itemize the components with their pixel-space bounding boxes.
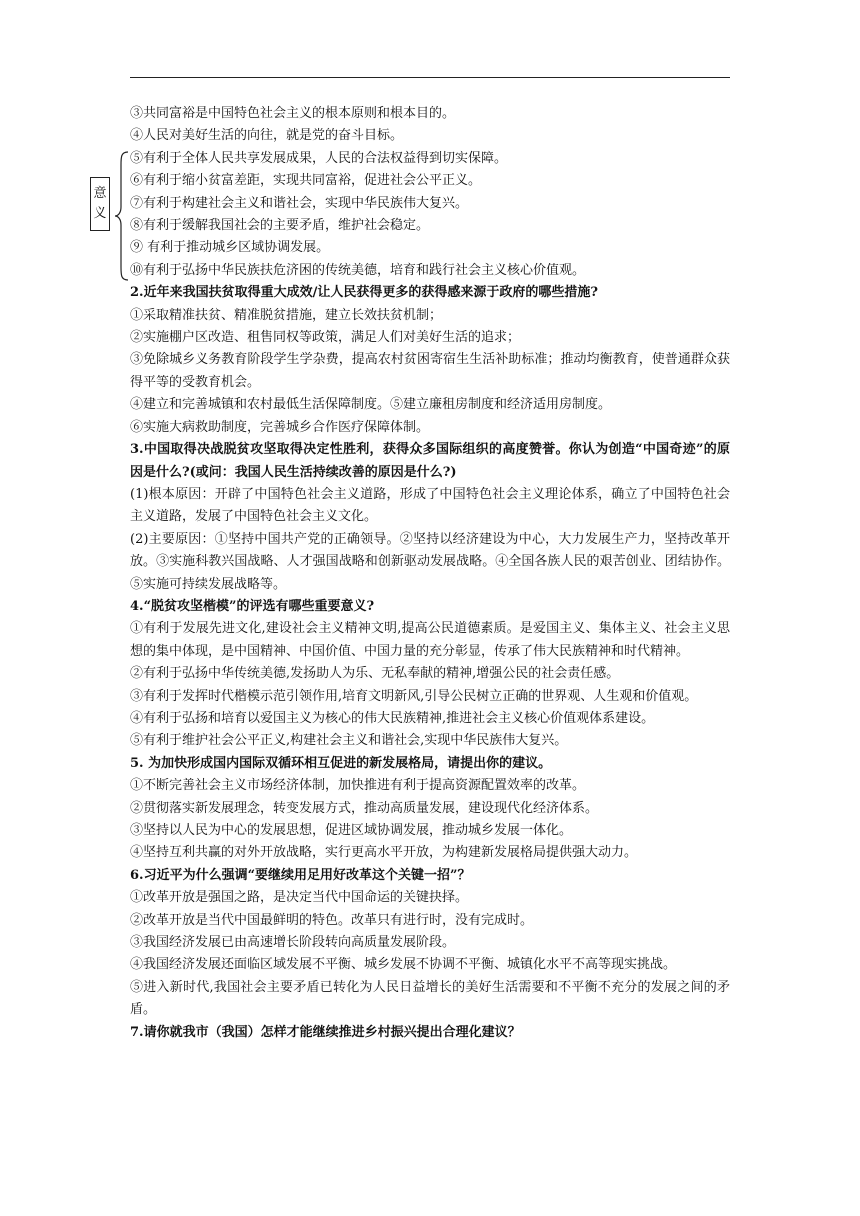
answer-item: ①改革开放是强国之路，是决定当代中国命运的关键抉择。	[130, 890, 469, 906]
list-item: ④人民对美好生活的向往，就是党的奋斗目标。	[130, 128, 404, 144]
list-item: ⑩有利于弘扬中华民族扶危济困的传统美德，培育和践行社会主义核心价值观。	[130, 262, 586, 278]
answer-item: ④建立和完善城镇和农村最低生活保障制度。⑤建立廉租房制度和经济适用房制度。	[130, 397, 612, 413]
answer-item: ②实施棚户区改造、租售同权等政策，满足人们对美好生活的追求；	[130, 330, 521, 346]
answer-item: ④有利于弘扬和培育以爱国主义为核心的伟大民族精神,推进社会主义核心价值观体系建设。	[130, 710, 655, 726]
question-7-heading: 7.请你就我市（我国）怎样才能继续推进乡村振兴提出合理化建议？	[130, 1024, 521, 1040]
answer-item: ②改革开放是当代中国最鲜明的特色。改革只有进行时，没有完成时。	[130, 912, 534, 928]
question-3-heading: 3.中国取得决战脱贫攻坚取得决定性胜利，获得众多国际组织的高度赞誉。你认为创造“中国奇迹”的原因是什么?(或问：我国人民生活持续改善的原因是什么?)	[130, 442, 730, 480]
list-item: ⑨ 有利于推动城乡区域协调发展。	[130, 240, 330, 256]
answer-item: ②贯彻落实新发展理念，转变发展方式，推动高质量发展，建设现代化经济体系。	[130, 800, 599, 816]
answer-item: ②有利于弘扬中华传统美德,发扬助人为乐、无私奉献的精神,增强公民的社会责任感。	[130, 666, 620, 682]
significance-label-box	[90, 177, 110, 231]
list-item: ⑦有利于构建社会主义和谐社会，实现中华民族伟大复兴。	[130, 195, 469, 211]
answer-item: ①有利于发展先进文化,建设社会主义精神文明,提高公民道德素质。是爱国主义、集体主义、社会主义思想的集中体现，是中国精神、中国价值、中国力量的充分彰显，传承了伟大民族精神和时代精神。	[130, 621, 730, 659]
question-5-heading: 5. 为加快形成国内国际双循环相互促进的新发展格局，请提出你的建议。	[130, 755, 552, 771]
list-item: ⑧有利于缓解我国社会的主要矛盾，维护社会稳定。	[130, 218, 430, 234]
answer-item: ③免除城乡义务教育阶段学生学杂费，提高农村贫困寄宿生生活补助标准；推动均衡教育，使普通群众获得平等的受教育机会。	[130, 352, 730, 390]
answer-item: ③有利于发挥时代楷模示范引领作用,培育文明新风,引导公民树立正确的世界观、人生观和价值观。	[130, 688, 698, 704]
list-item: ③共同富裕是中国特色社会主义的根本原则和根本目的。	[130, 106, 456, 121]
significance-label-char1: 意	[93, 186, 107, 201]
list-item: ⑤有利于全体人民共享发展成果，人民的合法权益得到切实保障。	[130, 150, 508, 166]
answer-item: ④坚持互利共赢的对外开放战略，实行更高水平开放，为构建新发展格局提供强大动力。	[130, 845, 638, 861]
significance-list	[93, 103, 730, 282]
answer-item: ④我国经济发展还面临区域发展不平衡、城乡发展不协调不平衡、城镇化水平不高等现实挑战。	[130, 957, 677, 973]
significance-label-char2: 义	[93, 206, 107, 221]
curly-brace-icon	[114, 151, 130, 281]
answer-item: (2)主要原因：①坚持中国共产党的正确领导。②坚持以经济建设为中心，大力发展生产力，坚持改革开放。③实施科教兴国战略、人才强国战略和创新驱动发展战略。④全国各族人民的艰苦创业、团结协作。⑤实施可持续发展战略等。	[130, 531, 730, 592]
answer-item: ①不断完善社会主义市场经济体制，加快推进有利于提高资源配置效率的改革。	[130, 778, 586, 794]
answer-item: ③坚持以人民为中心的发展思想，促进区域协调发展，推动城乡发展一体化。	[130, 823, 573, 838]
answer-item: ⑤进入新时代,我国社会主要矛盾已转化为人民日益增长的美好生活需要和不平衡不充分的发展之间的矛盾。	[130, 979, 730, 1018]
answer-item: ③我国经济发展已由高速增长阶段转向高质量发展阶段。	[130, 935, 456, 951]
list-item: ⑥有利于缩小贫富差距，实现共同富裕，促进社会公平正义。	[130, 173, 482, 189]
question-4-heading: 4.“脱贫攻坚楷模”的评选有哪些重要意义?	[130, 598, 375, 614]
document-body	[93, 103, 730, 1044]
question-2-heading: 2.近年来我国扶贫取得重大成效/让人民获得更多的获得感来源于政府的哪些措施?	[130, 285, 598, 301]
question-6-heading: 6.习近平为什么强调“要继续用足用好改革这个关键一招”？	[130, 867, 471, 883]
answer-item: (1)根本原因：开辟了中国特色社会主义道路，形成了中国特色社会主义理论体系，确立了中国特色社会主义道路，发展了中国特色社会主义文化。	[130, 486, 730, 525]
answer-item: ⑥实施大病救助制度，完善城乡合作医疗保障体制。	[130, 419, 430, 435]
answer-item: ①采取精准扶贫、精准脱贫措施，建立长效扶贫机制；	[130, 307, 443, 323]
answer-item: ⑤有利于维护社会公平正义,构建社会主义和谐社会,实现中华民族伟大复兴。	[130, 733, 568, 749]
header-rule	[130, 77, 730, 78]
